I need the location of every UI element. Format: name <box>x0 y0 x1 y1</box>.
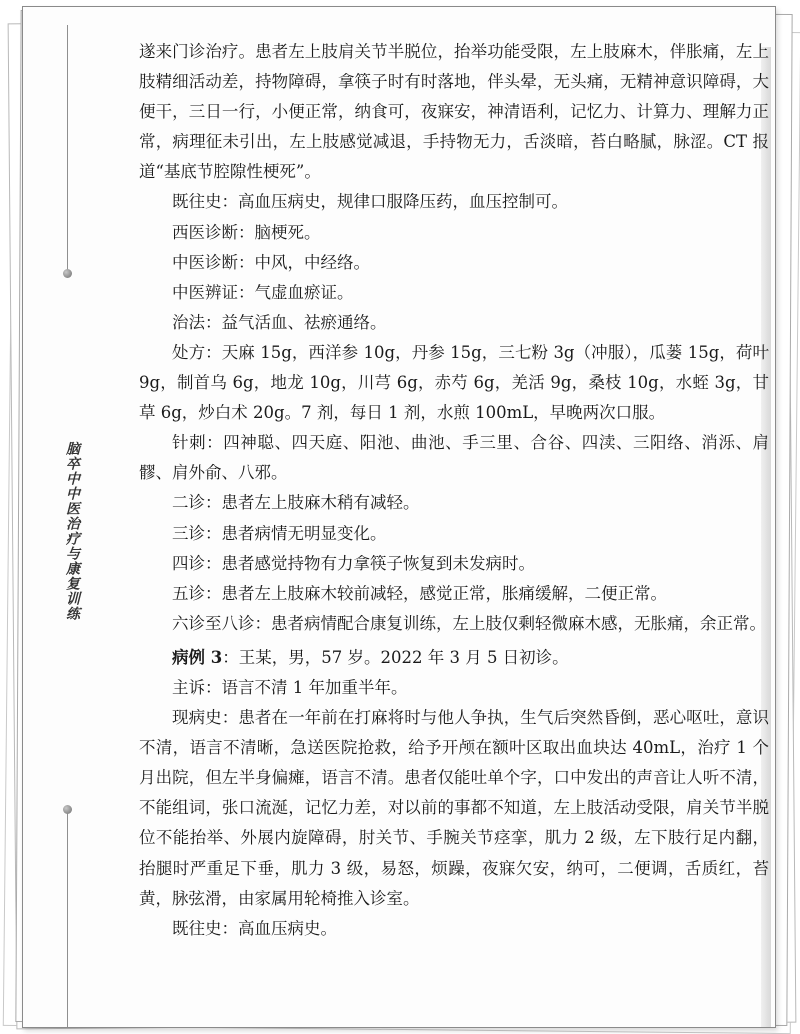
paragraph: 针刺：四神聪、四天庭、阳池、曲池、手三里、合谷、四渎、三阳络、消泺、肩髎、肩外俞、八邪。 <box>139 433 769 483</box>
paragraph: 六诊至八诊：患者病情配合康复训练，左上肢仅剩轻微麻木感，无胀痛，余正常。 <box>172 613 766 633</box>
paragraph: 处方：天麻 15g，西洋参 10g，丹参 15g，三七粉 3g（冲服），瓜蒌 15g，荷叶 9g，制首乌 6g，地龙 10g，川芎 6g，赤芍 6g，羌活 9g，桑枝 10g，水蛭 3g，甘草 6g，炒白术 20g。7 剂，每日 1 剂，水煎 100mL，早晚两次口服。 <box>139 342 769 423</box>
book-side-title: 脑卒中中医治疗与康复训练 <box>64 441 80 621</box>
paragraph: 主诉：语言不清 1 年加重半年。 <box>172 677 408 697</box>
book-page <box>22 6 776 1028</box>
case-heading-line <box>139 643 769 673</box>
paragraph: 现病史：患者在一年前在打麻将时与他人争执，生气后突然昏倒，恶心呕吐，意识不清，语言不清晰，急送医院抢救，给予开颅在额叶区取出血块达 40mL，治疗 1 个月出院，但左半身偏瘫，语言不清。患者仅能吐单个字，口中发出的声音让人听不清，不能组词，张口流涎，记忆力差，对以前的事都不知道，左上肢活动受限，肩关节半脱位不能抬举、外展内旋障碍，肘关节、手腕关节痉挛，肌力 2 级，左下肢行足内翻，抬腿时严重足下垂，肌力 3 级，易怒，烦躁，夜寐欠安，纳可，二便调，舌质红，苔黄，脉弦滑，由家属用轮椅推入诊室。 <box>139 708 769 908</box>
case-intro: ：王某，男，57 岁。2022 年 3 月 5 日初诊。 <box>222 647 569 667</box>
paragraph: 五诊：患者左上肢麻木较前减轻，感觉正常，胀痛缓解，二便正常。 <box>172 583 667 603</box>
binding-ring <box>63 805 72 814</box>
paragraph: 四诊：患者感觉持物有力拿筷子恢复到未发病时。 <box>172 553 535 573</box>
binding-line <box>67 809 68 1028</box>
body-text <box>139 37 769 944</box>
paragraph: 中医诊断：中风，中经络。 <box>172 252 370 272</box>
paragraph: 遂来门诊治疗。患者左上肢肩关节半脱位，抬举功能受限，左上肢麻木，伴胀痛，左上肢精细活动差，持物障碍，拿筷子时有时落地，伴头晕，无头痛，无精神意识障碍，大便干，三日一行，小便正常，纳食可，夜寐安，神清语利，记忆力、计算力、理解力正常，病理征未引出，左上肢感觉减退，手持物无力，舌淡暗，苔白略腻，脉涩。CT 报道“基底节腔隙性梗死”。 <box>139 42 769 182</box>
binding-ring <box>63 269 72 278</box>
binding-line <box>67 25 68 273</box>
paragraph: 中医辨证：气虚血瘀证。 <box>172 282 354 302</box>
paragraph: 治法：益气活血、祛瘀通络。 <box>172 312 387 332</box>
paragraph: 三诊：患者病情无明显变化。 <box>172 523 387 543</box>
paragraph: 既往史：高血压病史，规律口服降压药，血压控制可。 <box>172 192 568 212</box>
case-heading: 病例 3 <box>172 647 223 667</box>
paragraph: 既往史：高血压病史。 <box>172 918 337 938</box>
paragraph: 二诊：患者左上肢麻木稍有减轻。 <box>172 493 420 513</box>
paragraph: 西医诊断：脑梗死。 <box>172 222 321 242</box>
